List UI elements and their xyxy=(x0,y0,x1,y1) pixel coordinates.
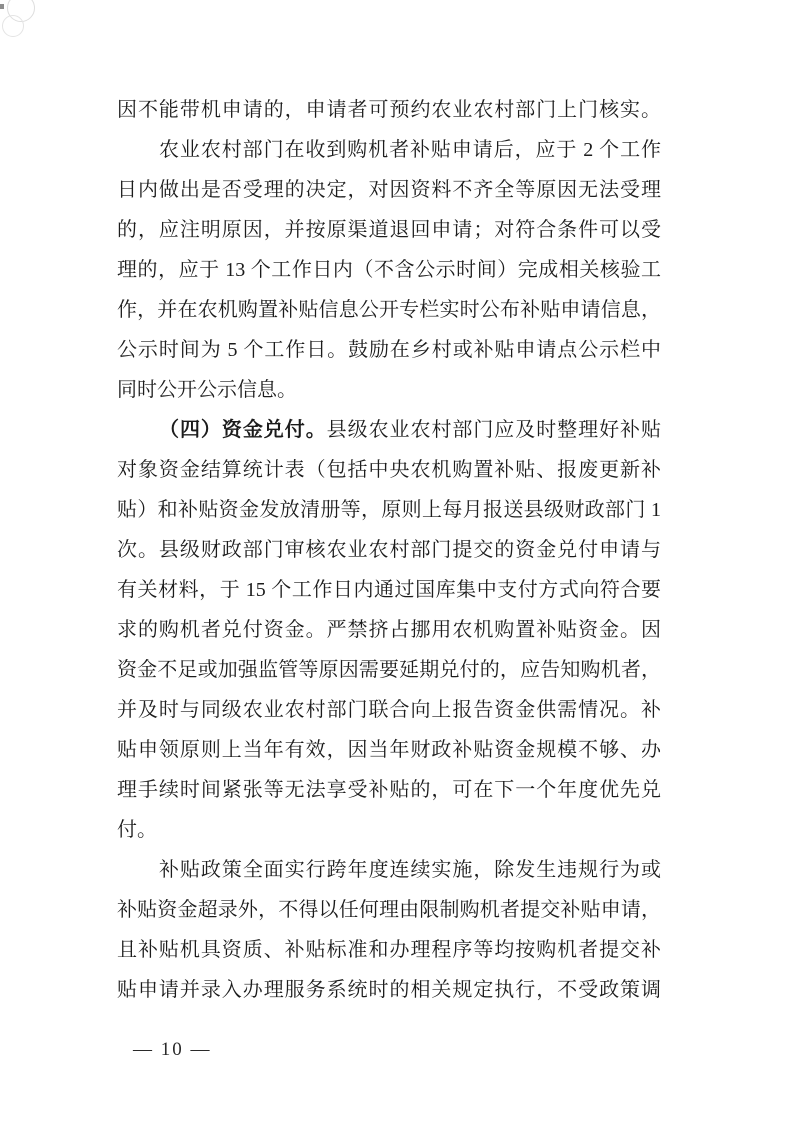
text-segment: 资金不足或加强监管等原因需要延期兑付的，应告知购机者， xyxy=(117,659,661,681)
text-line xyxy=(117,810,661,850)
text-segment: 次。县级财政部门审核农业农村部门提交的资金兑付申请与 xyxy=(117,539,661,561)
corner-stamp-artifact xyxy=(0,0,64,64)
text-line xyxy=(117,650,661,690)
text-line xyxy=(117,170,661,210)
text-line xyxy=(117,930,661,970)
text-line xyxy=(117,330,661,370)
text-segment: 贴申请并录入办理服务系统时的相关规定执行，不受政策调 xyxy=(117,979,661,1001)
text-line xyxy=(117,970,661,1010)
text-line xyxy=(117,450,661,490)
text-line xyxy=(117,130,661,170)
text-segment: 补贴政策全面实行跨年度连续实施，除发生违规行为或 xyxy=(159,859,661,881)
text-segment: 理的，应于 13 个工作日内（不含公示时间）完成相关核验工 xyxy=(117,259,661,281)
text-line xyxy=(117,890,661,930)
text-line xyxy=(117,370,661,410)
text-line xyxy=(117,570,661,610)
text-segment: 作，并在农机购置补贴信息公开专栏实时公布补贴申请信息， xyxy=(117,299,661,321)
text-segment: 补贴资金超录外，不得以任何理由限制购机者提交补贴申请， xyxy=(117,899,661,921)
text-line xyxy=(117,770,661,810)
stamp-dot xyxy=(0,4,4,9)
inline-heading-segment: （四）资金兑付。 xyxy=(159,419,327,441)
text-line xyxy=(117,730,661,770)
text-line xyxy=(117,610,661,650)
text-segment: 贴申领原则上当年有效，因当年财政补贴资金规模不够、办 xyxy=(117,739,661,761)
text-line xyxy=(117,90,661,130)
text-segment: 贴）和补贴资金发放清册等，原则上每月报送县级财政部门 1 xyxy=(117,499,661,521)
text-segment: 有关材料，于 15 个工作日内通过国库集中支付方式向符合要 xyxy=(117,579,661,601)
text-line xyxy=(117,530,661,570)
text-segment: 公示时间为 5 个工作日。鼓励在乡村或补贴申请点公示栏中 xyxy=(117,339,661,361)
text-segment: 农业农村部门在收到购机者补贴申请后，应于 2 个工作 xyxy=(159,139,661,161)
text-segment: 且补贴机具资质、补贴标准和办理程序等均按购机者提交补 xyxy=(117,939,661,961)
text-segment: 的，应注明原因，并按原渠道退回申请；对符合条件可以受 xyxy=(117,219,661,241)
text-line xyxy=(117,250,661,290)
text-line xyxy=(117,850,661,890)
text-segment: 县级农业农村部门应及时整理好补贴 xyxy=(326,419,662,441)
text-segment: 付。 xyxy=(117,819,157,841)
text-line xyxy=(117,410,661,450)
text-segment: 日内做出是否受理的决定，对因资料不齐全等原因无法受理 xyxy=(117,179,661,201)
text-segment: 并及时与同级农业农村部门联合向上报告资金供需情况。补 xyxy=(117,699,661,721)
text-line xyxy=(117,490,661,530)
text-segment: 同时公开公示信息。 xyxy=(117,379,297,401)
stamp-ring-icon xyxy=(2,15,24,37)
text-line xyxy=(117,210,661,250)
text-segment: 理手续时间紧张等无法享受补贴的，可在下一个年度优先兑 xyxy=(117,779,661,801)
text-segment: 因不能带机申请的，申请者可预约农业农村部门上门核实。 xyxy=(117,99,661,121)
stamp-ring-icon xyxy=(7,0,35,22)
text-segment: 对象资金结算统计表（包括中央农机购置补贴、报废更新补 xyxy=(117,459,661,481)
text-line xyxy=(117,690,661,730)
text-line xyxy=(117,290,661,330)
text-segment: 求的购机者兑付资金。严禁挤占挪用农机购置补贴资金。因 xyxy=(117,619,661,641)
page-number: — 10 — xyxy=(133,1039,212,1060)
document-body-text xyxy=(117,90,661,1010)
